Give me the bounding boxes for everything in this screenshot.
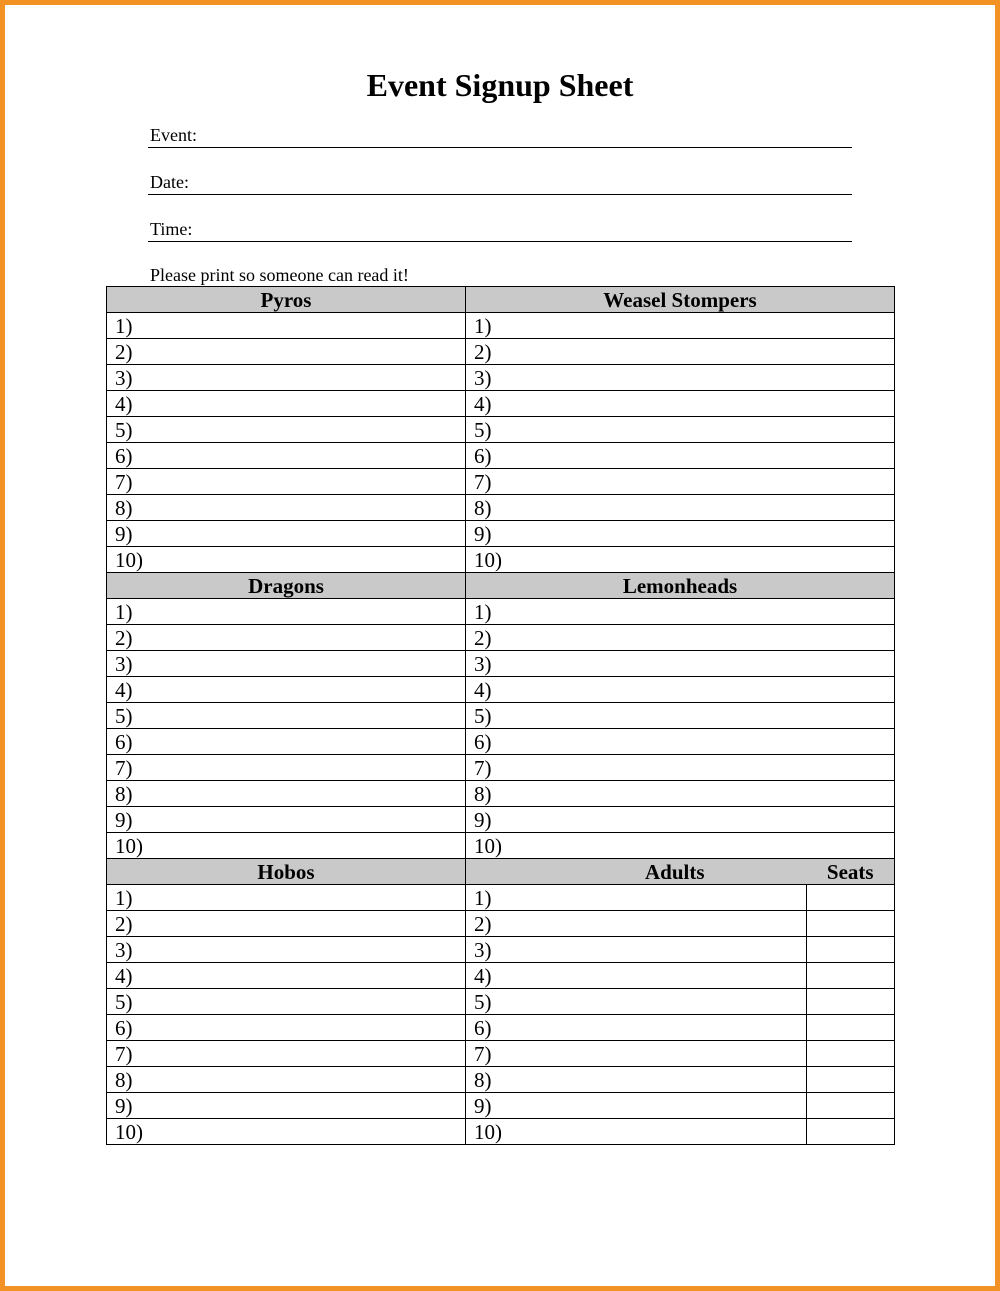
row-number: 10) [115, 1120, 143, 1144]
dragons-entry-cell[interactable] [107, 599, 466, 625]
row-number: 10) [474, 834, 502, 858]
lemonheads-entry-cell[interactable] [466, 755, 895, 781]
row-number: 2) [474, 626, 492, 650]
row-number: 3) [474, 366, 492, 390]
row-number: 5) [115, 418, 133, 442]
table-row [107, 755, 895, 781]
weasel-stompers-entry-cell[interactable] [466, 469, 895, 495]
lemonheads-entry-cell[interactable] [466, 677, 895, 703]
pyros-entry-cell[interactable] [107, 365, 466, 391]
table-row [107, 469, 895, 495]
lemonheads-entry-cell[interactable] [466, 781, 895, 807]
row-number: 8) [474, 1068, 492, 1092]
pyros-entry-cell[interactable] [107, 313, 466, 339]
row-number: 6) [115, 730, 133, 754]
table-row [107, 989, 895, 1015]
lemonheads-entry-cell[interactable] [466, 729, 895, 755]
row-number: 1) [115, 886, 133, 910]
table-row [107, 729, 895, 755]
adults-entry-cell[interactable] [466, 911, 807, 937]
pyros-entry-cell[interactable] [107, 391, 466, 417]
weasel-stompers-header: Weasel Stompers [466, 287, 895, 313]
row-number: 4) [474, 678, 492, 702]
adults-entry-cell[interactable] [466, 963, 807, 989]
table-row [107, 339, 895, 365]
row-number: 10) [474, 548, 502, 572]
row-number: 6) [115, 1016, 133, 1040]
seats-entry-cell[interactable] [807, 1119, 895, 1145]
dragons-entry-cell[interactable] [107, 833, 466, 859]
table-row [107, 443, 895, 469]
row-number: 9) [474, 808, 492, 832]
row-number: 7) [115, 756, 133, 780]
row-number: 8) [115, 782, 133, 806]
time-field[interactable] [148, 217, 852, 242]
seats-entry-cell[interactable] [807, 963, 895, 989]
row-number: 2) [474, 912, 492, 936]
pyros-header: Pyros [107, 287, 466, 313]
row-number: 3) [115, 938, 133, 962]
table-row [107, 365, 895, 391]
seats-entry-cell[interactable] [807, 1067, 895, 1093]
table-row [107, 885, 895, 911]
weasel-stompers-entry-cell[interactable] [466, 313, 895, 339]
weasel-stompers-entry-cell[interactable] [466, 365, 895, 391]
table-row [107, 781, 895, 807]
hobos-header: Hobos [107, 859, 466, 885]
adults-entry-cell[interactable] [466, 1119, 807, 1145]
lemonheads-entry-cell[interactable] [466, 807, 895, 833]
seats-entry-cell[interactable] [807, 1093, 895, 1119]
row-number: 5) [115, 704, 133, 728]
row-number: 9) [115, 808, 133, 832]
weasel-stompers-entry-cell[interactable] [466, 547, 895, 573]
pyros-entry-cell[interactable] [107, 443, 466, 469]
table-row [107, 911, 895, 937]
row-number: 10) [474, 1120, 502, 1144]
weasel-stompers-entry-cell[interactable] [466, 339, 895, 365]
seats-entry-cell[interactable] [807, 1015, 895, 1041]
hobos-entry-cell[interactable] [107, 911, 466, 937]
table-row [107, 1015, 895, 1041]
row-number: 7) [474, 756, 492, 780]
adults-entry-cell[interactable] [466, 937, 807, 963]
event-label: Event: [150, 125, 197, 145]
row-number: 3) [115, 366, 133, 390]
signup-table [106, 286, 895, 1145]
row-number: 3) [474, 652, 492, 676]
seats-header: Seats [807, 859, 895, 885]
lemonheads-entry-cell[interactable] [466, 625, 895, 651]
row-number: 9) [474, 1094, 492, 1118]
dragons-entry-cell[interactable] [107, 703, 466, 729]
table-row [107, 963, 895, 989]
row-number: 5) [115, 990, 133, 1014]
pyros-entry-cell[interactable] [107, 417, 466, 443]
table-row [107, 1041, 895, 1067]
adults-entry-cell[interactable] [466, 1041, 807, 1067]
hobos-entry-cell[interactable] [107, 885, 466, 911]
row-number: 6) [474, 730, 492, 754]
weasel-stompers-entry-cell[interactable] [466, 521, 895, 547]
row-number: 2) [115, 912, 133, 936]
row-number: 5) [474, 418, 492, 442]
lemonheads-header: Lemonheads [466, 573, 895, 599]
adults-entry-cell[interactable] [466, 989, 807, 1015]
pyros-entry-cell[interactable] [107, 521, 466, 547]
lemonheads-entry-cell[interactable] [466, 651, 895, 677]
row-number: 7) [474, 1042, 492, 1066]
row-number: 4) [474, 392, 492, 416]
hobos-entry-cell[interactable] [107, 1119, 466, 1145]
lemonheads-entry-cell[interactable] [466, 833, 895, 859]
table-row [107, 599, 895, 625]
print-note: Please print so someone can read it! [150, 265, 409, 285]
pyros-entry-cell[interactable] [107, 469, 466, 495]
table-row [107, 1093, 895, 1119]
row-number: 10) [115, 548, 143, 572]
lemonheads-entry-cell[interactable] [466, 703, 895, 729]
row-number: 6) [474, 1016, 492, 1040]
adults-header: Adults [466, 859, 807, 885]
dragons-entry-cell[interactable] [107, 651, 466, 677]
row-number: 4) [474, 964, 492, 988]
row-number: 4) [115, 964, 133, 988]
page-title: Event Signup Sheet [366, 67, 634, 103]
seats-entry-cell[interactable] [807, 1041, 895, 1067]
row-number: 2) [115, 340, 133, 364]
row-number: 9) [474, 522, 492, 546]
date-label: Date: [150, 172, 189, 192]
adults-entry-cell[interactable] [466, 1015, 807, 1041]
section-header-row [107, 573, 895, 599]
row-number: 4) [115, 392, 133, 416]
hobos-entry-cell[interactable] [107, 1015, 466, 1041]
row-number: 9) [115, 1094, 133, 1118]
row-number: 4) [115, 678, 133, 702]
row-number: 8) [115, 1068, 133, 1092]
dragons-entry-cell[interactable] [107, 729, 466, 755]
dragons-entry-cell[interactable] [107, 781, 466, 807]
hobos-entry-cell[interactable] [107, 1067, 466, 1093]
row-number: 1) [115, 314, 133, 338]
row-number: 1) [474, 600, 492, 624]
row-number: 2) [474, 340, 492, 364]
row-number: 2) [115, 626, 133, 650]
row-number: 6) [115, 444, 133, 468]
weasel-stompers-entry-cell[interactable] [466, 417, 895, 443]
row-number: 6) [474, 444, 492, 468]
row-number: 5) [474, 704, 492, 728]
pyros-entry-cell[interactable] [107, 339, 466, 365]
weasel-stompers-entry-cell[interactable] [466, 495, 895, 521]
adults-entry-cell[interactable] [466, 1067, 807, 1093]
table-row [107, 833, 895, 859]
row-number: 1) [474, 314, 492, 338]
dragons-entry-cell[interactable] [107, 677, 466, 703]
dragons-entry-cell[interactable] [107, 755, 466, 781]
table-row [107, 417, 895, 443]
hobos-entry-cell[interactable] [107, 937, 466, 963]
hobos-entry-cell[interactable] [107, 963, 466, 989]
table-row [107, 521, 895, 547]
row-number: 3) [474, 938, 492, 962]
table-row [107, 677, 895, 703]
time-label: Time: [150, 219, 193, 239]
pyros-entry-cell[interactable] [107, 495, 466, 521]
seats-entry-cell[interactable] [807, 937, 895, 963]
seats-entry-cell[interactable] [807, 885, 895, 911]
table-row [107, 651, 895, 677]
table-row [107, 495, 895, 521]
pyros-entry-cell[interactable] [107, 547, 466, 573]
dragons-entry-cell[interactable] [107, 625, 466, 651]
table-row [107, 1119, 895, 1145]
section-header-row [107, 859, 895, 885]
hobos-entry-cell[interactable] [107, 989, 466, 1015]
row-number: 8) [474, 782, 492, 806]
row-number: 9) [115, 522, 133, 546]
seats-entry-cell[interactable] [807, 911, 895, 937]
row-number: 7) [115, 1042, 133, 1066]
seats-entry-cell[interactable] [807, 989, 895, 1015]
table-row [107, 547, 895, 573]
row-number: 3) [115, 652, 133, 676]
row-number: 1) [474, 886, 492, 910]
row-number: 7) [474, 470, 492, 494]
table-row [107, 807, 895, 833]
row-number: 7) [115, 470, 133, 494]
dragons-header: Dragons [107, 573, 466, 599]
weasel-stompers-entry-cell[interactable] [466, 443, 895, 469]
row-number: 8) [474, 496, 492, 520]
event-field[interactable] [148, 123, 852, 148]
table-row [107, 937, 895, 963]
weasel-stompers-entry-cell[interactable] [466, 391, 895, 417]
table-row [107, 1067, 895, 1093]
section-header-row [107, 287, 895, 313]
adults-entry-cell[interactable] [466, 1093, 807, 1119]
row-number: 8) [115, 496, 133, 520]
hobos-entry-cell[interactable] [107, 1041, 466, 1067]
row-number: 1) [115, 600, 133, 624]
date-field[interactable] [148, 170, 852, 195]
hobos-entry-cell[interactable] [107, 1093, 466, 1119]
adults-entry-cell[interactable] [466, 885, 807, 911]
lemonheads-entry-cell[interactable] [466, 599, 895, 625]
table-row [107, 703, 895, 729]
row-number: 10) [115, 834, 143, 858]
table-row [107, 313, 895, 339]
table-row [107, 391, 895, 417]
table-row [107, 625, 895, 651]
row-number: 5) [474, 990, 492, 1014]
dragons-entry-cell[interactable] [107, 807, 466, 833]
